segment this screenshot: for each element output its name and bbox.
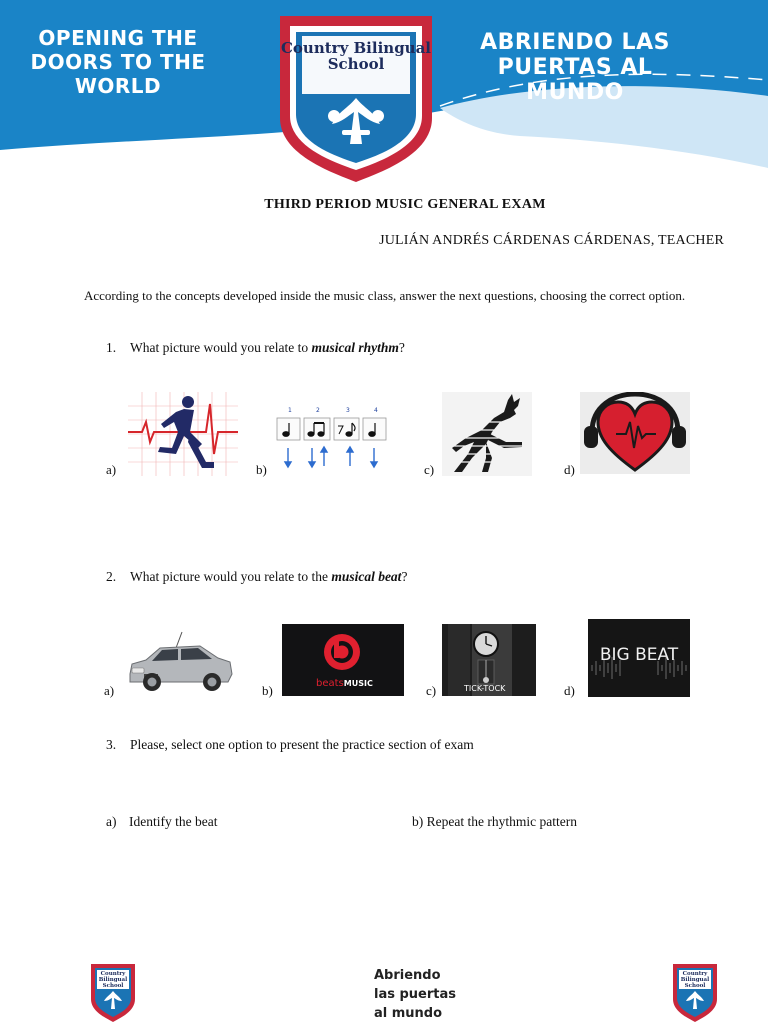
question-emphasis: musical beat <box>331 569 402 584</box>
beats-word: beats <box>316 678 344 689</box>
exam-instructions: According to the concepts developed inside the music class, answer the next questions, choosing the correct option. <box>84 288 686 303</box>
q2-option-b-label[interactable]: b) <box>262 683 273 698</box>
question-text: What picture would you relate to <box>130 340 312 355</box>
car-image[interactable] <box>124 626 238 696</box>
question-text: What picture would you relate to the <box>130 569 332 584</box>
beats-logo-text <box>316 678 373 689</box>
big-beat-text: BIG BEAT <box>599 645 679 665</box>
question-text-end: ? <box>401 569 408 584</box>
svg-text:4: 4 <box>374 407 378 414</box>
q1-option-d-label[interactable]: d) <box>564 462 575 477</box>
school-shield-logo <box>276 12 436 184</box>
school-name: Country Bilingual School <box>280 39 431 73</box>
tagline-right: ABRIENDO LAS PUERTAS AL MUNDO <box>480 30 670 105</box>
teacher-name: JULIÁN ANDRÉS CÁRDENAS CÁRDENAS, TEACHER <box>379 233 724 248</box>
footer-shield-right <box>672 963 718 1023</box>
question-3 <box>106 737 474 753</box>
q3-option-a-letter: a) <box>106 814 117 829</box>
tagline-left: OPENING THE DOORS TO THE WORLD <box>30 26 206 98</box>
rhythm-notes-image[interactable] <box>274 404 390 474</box>
footer-school-name: Country Bilingual School <box>680 971 710 989</box>
question-2 <box>106 569 407 585</box>
heart-headphones-image[interactable] <box>580 392 690 474</box>
q1-option-c-label[interactable]: c) <box>424 462 435 477</box>
leaping-deer-image[interactable] <box>442 392 532 476</box>
svg-text:3: 3 <box>346 407 350 414</box>
q1-option-b-label[interactable]: b) <box>256 462 267 477</box>
motto-line-3: al mundo <box>374 1006 443 1021</box>
music-word: MUSIC <box>343 679 373 688</box>
question-text-end: ? <box>398 340 405 355</box>
running-heartbeat-image[interactable] <box>128 392 238 476</box>
shield-icon <box>276 12 436 184</box>
beats-music-image[interactable] <box>282 624 404 696</box>
svg-text:2: 2 <box>316 407 320 414</box>
question-number: 1. <box>106 340 117 355</box>
q3-option-b[interactable]: b) Repeat the rhythmic pattern <box>412 814 577 829</box>
q1-option-a-label[interactable]: a) <box>106 462 117 477</box>
question-number: 3. <box>106 737 117 752</box>
q2-option-a-label[interactable]: a) <box>104 683 115 698</box>
q2-option-c-label[interactable]: c) <box>426 683 437 698</box>
clock-image[interactable] <box>442 624 536 696</box>
question-1 <box>106 340 405 356</box>
question-emphasis: musical rhythm <box>311 340 399 355</box>
header-banner <box>0 0 768 190</box>
footer-motto <box>374 966 456 1023</box>
big-beat-image[interactable] <box>588 619 690 697</box>
motto-line-2: las puertas <box>374 987 457 1002</box>
footer-shield-left <box>90 963 136 1023</box>
q3-option-a[interactable] <box>106 814 217 830</box>
motto-line-1: Abriendo <box>374 968 441 983</box>
question-number: 2. <box>106 569 117 584</box>
exam-title: THIRD PERIOD MUSIC GENERAL EXAM <box>264 197 546 212</box>
footer-school-name: Country Bilingual School <box>98 971 128 989</box>
question-text: Please, select one option to present the practice section of exam <box>130 737 474 752</box>
svg-text:1: 1 <box>288 407 292 414</box>
q3-option-a-text: Identify the beat <box>129 814 218 829</box>
q2-option-d-label[interactable]: d) <box>564 683 575 698</box>
clock-caption: TICK-TOCK <box>464 684 506 693</box>
